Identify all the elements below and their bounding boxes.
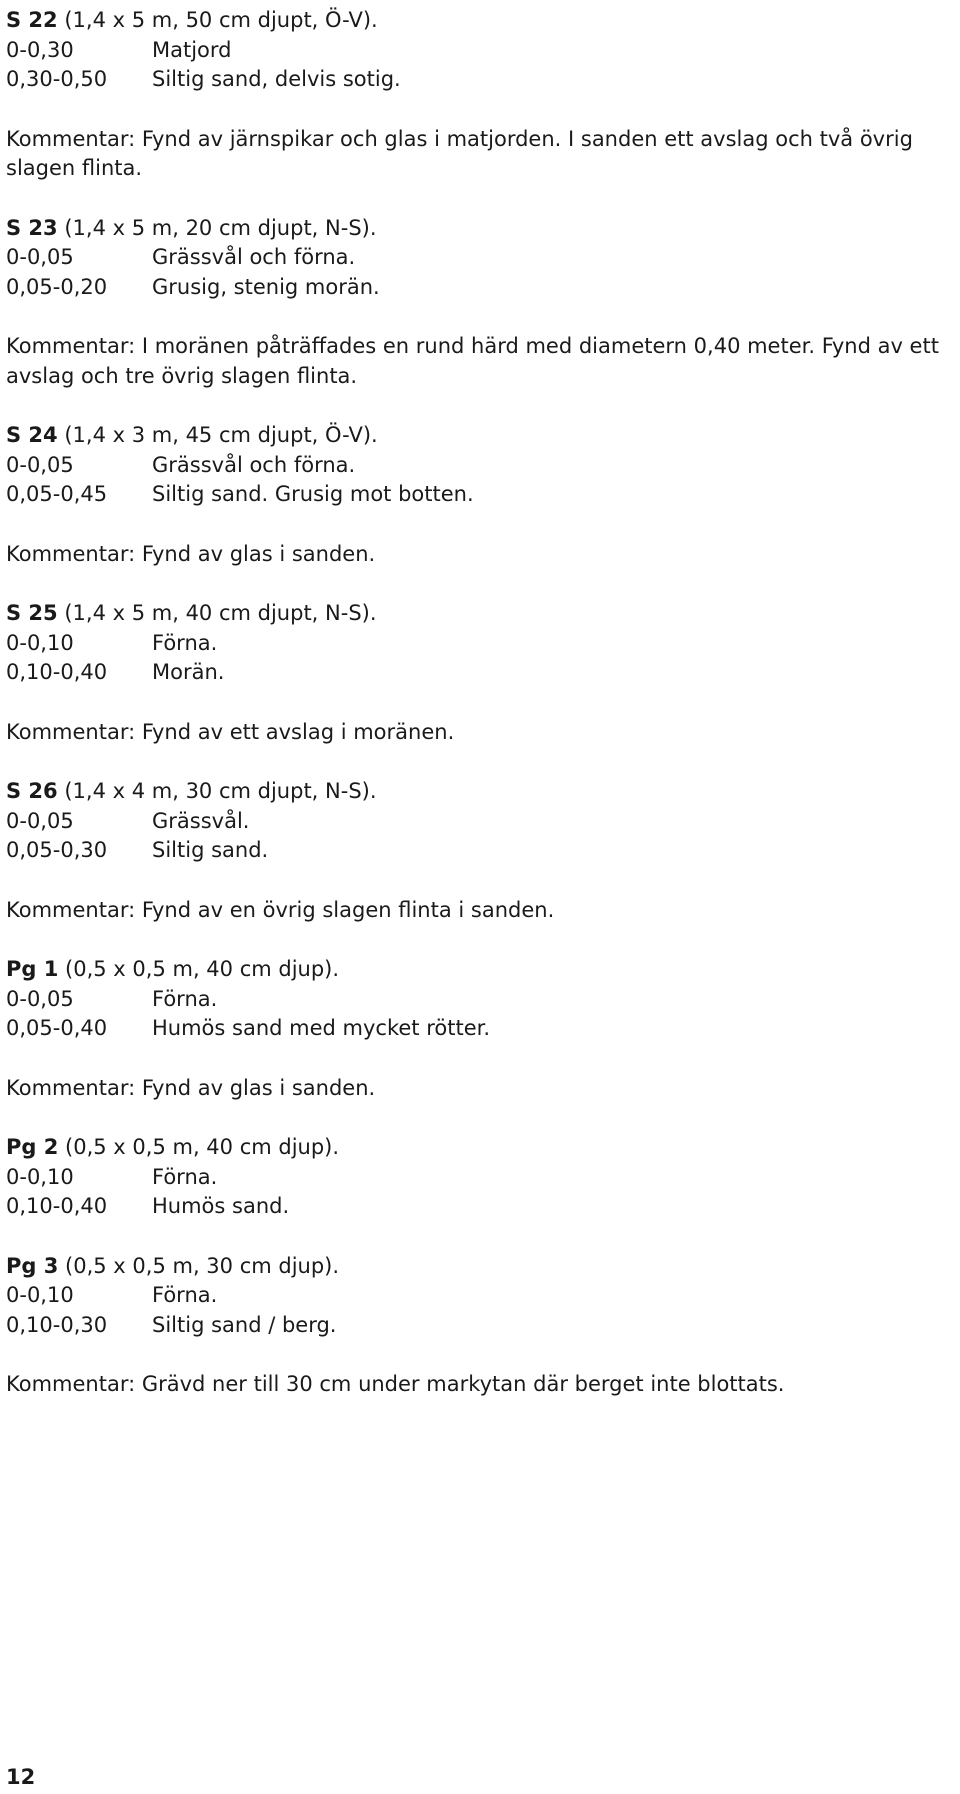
layer-row: [6, 243, 956, 273]
layer-depth: 0,05-0,20: [6, 274, 108, 299]
entry-comment: Kommentar: Fynd av glas i sanden.: [6, 1075, 376, 1100]
layer-row: [6, 65, 956, 95]
layer-row: [6, 1014, 956, 1044]
entry-comment: Kommentar: I moränen påträffades en rund härd med diametern 0,40 meter. Fynd av ett avslag och tre övrig slagen flinta.: [6, 334, 939, 388]
entry-comment: Kommentar: Fynd av ett avslag i moränen.: [6, 719, 455, 744]
entry-code: S 22: [6, 8, 58, 32]
layer-row: [6, 836, 956, 866]
layer-depth: 0-0,10: [6, 1164, 74, 1189]
entry-code: S 24: [6, 423, 58, 447]
entry-comment: Kommentar: Grävd ner till 30 cm under markytan där berget inte blottats.: [6, 1372, 785, 1396]
trench-entry-s24: [6, 421, 956, 510]
layer-row: [6, 451, 956, 481]
entry-code: S 23: [6, 215, 58, 240]
layer-description: Förna.: [152, 1164, 218, 1189]
entry-comment: Kommentar: Fynd av glas i sanden.: [6, 541, 376, 566]
entry-heading: [6, 777, 956, 807]
layer-depth: 0-0,10: [6, 1283, 74, 1307]
document-page: [6, 6, 956, 1430]
layer-description: Förna.: [152, 986, 218, 1011]
layer-depth: 0,05-0,30: [6, 838, 108, 862]
pit-entry-pg2: [6, 1133, 956, 1222]
layer-description: Förna.: [152, 630, 218, 655]
layer-depth: 0,05-0,40: [6, 1016, 108, 1040]
layer-depth: 0-0,10: [6, 630, 74, 655]
trench-entry-s22: [6, 6, 956, 95]
layer-description: Morän.: [152, 660, 225, 684]
layer-row: [6, 985, 956, 1015]
layer-row: [6, 1192, 956, 1222]
layer-depth: 0,05-0,45: [6, 482, 108, 506]
layer-depth: 0,10-0,40: [6, 660, 108, 684]
layer-description: Grässvål.: [152, 808, 250, 833]
entry-code: Pg 2: [6, 1135, 59, 1159]
page-number: 12: [6, 1765, 36, 1789]
entry-heading: [6, 1252, 956, 1282]
entry-spec: (1,4 x 4 m, 30 cm djupt, N-S).: [64, 779, 377, 803]
layer-description: Siltig sand. Grusig mot botten.: [152, 482, 474, 506]
layer-description: Matjord: [152, 37, 232, 62]
layer-row: [6, 36, 956, 66]
layer-row: [6, 1281, 956, 1311]
entry-spec: (0,5 x 0,5 m, 40 cm djup).: [65, 1135, 340, 1159]
entry-code: Pg 3: [6, 1253, 59, 1278]
layer-description: Grässvål och förna.: [152, 245, 356, 269]
layer-depth: 0,10-0,30: [6, 1312, 108, 1337]
entry-heading: [6, 6, 956, 36]
layer-description: Förna.: [152, 1283, 218, 1307]
layer-depth: 0-0,05: [6, 808, 74, 833]
entry-code: Pg 1: [6, 957, 59, 981]
entry-spec: (1,4 x 5 m, 40 cm djupt, N-S).: [64, 601, 377, 625]
entry-comment: Kommentar: Fynd av en övrig slagen flinta i sanden.: [6, 897, 555, 922]
entry-heading: [6, 421, 956, 451]
layer-depth: 0-0,30: [6, 37, 74, 62]
layer-description: Humös sand med mycket rötter.: [152, 1016, 490, 1040]
entry-comment: Kommentar: Fynd av järnspikar och glas i matjorden. I sanden ett avslag och två övrig slagen flinta.: [6, 126, 913, 180]
trench-entry-s25: [6, 599, 956, 688]
layer-description: Grusig, stenig morän.: [152, 274, 380, 299]
layer-row: [6, 807, 956, 837]
layer-depth: 0-0,05: [6, 452, 74, 477]
layer-row: [6, 273, 956, 303]
entry-spec: (1,4 x 5 m, 20 cm djupt, N-S).: [64, 215, 377, 240]
entry-heading: [6, 214, 956, 244]
layer-depth: 0-0,05: [6, 245, 74, 269]
layer-row: [6, 629, 956, 659]
entry-spec: (1,4 x 5 m, 50 cm djupt, Ö-V).: [64, 8, 378, 32]
layer-description: Humös sand.: [152, 1194, 290, 1218]
layer-description: Siltig sand, delvis sotig.: [152, 67, 401, 91]
trench-entry-s23: [6, 214, 956, 303]
entry-spec: (0,5 x 0,5 m, 40 cm djup).: [65, 957, 340, 981]
entry-spec: (1,4 x 3 m, 45 cm djupt, Ö-V).: [64, 423, 378, 447]
layer-row: [6, 480, 956, 510]
layer-row: [6, 1311, 956, 1341]
pit-entry-pg1: [6, 955, 956, 1044]
layer-row: [6, 658, 956, 688]
entry-code: S 26: [6, 779, 58, 803]
trench-entry-s26: [6, 777, 956, 866]
layer-depth: 0-0,05: [6, 986, 74, 1011]
entry-heading: [6, 955, 956, 985]
entry-code: S 25: [6, 601, 58, 625]
layer-description: Siltig sand / berg.: [152, 1312, 337, 1337]
entry-spec: (0,5 x 0,5 m, 30 cm djup).: [65, 1253, 340, 1278]
entry-heading: [6, 1133, 956, 1163]
layer-depth: 0,30-0,50: [6, 67, 108, 91]
layer-row: [6, 1163, 956, 1193]
layer-description: Grässvål och förna.: [152, 452, 356, 477]
pit-entry-pg3: [6, 1252, 956, 1341]
layer-depth: 0,10-0,40: [6, 1194, 108, 1218]
entry-heading: [6, 599, 956, 629]
layer-description: Siltig sand.: [152, 838, 269, 862]
